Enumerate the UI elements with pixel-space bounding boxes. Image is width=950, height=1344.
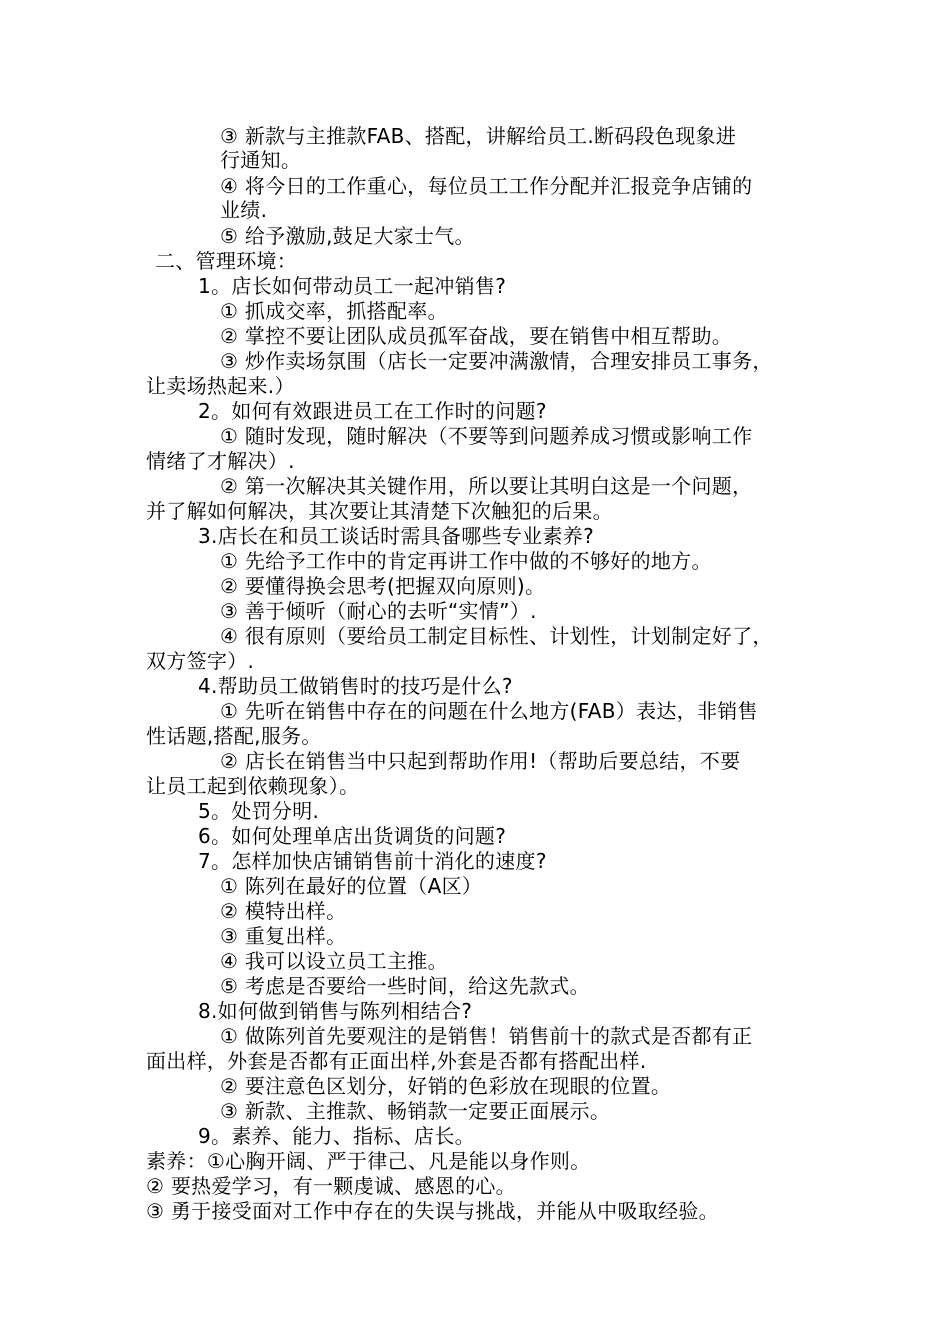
text-line: ② 模特出样。 <box>220 899 347 923</box>
question-heading: 2。如何有效跟进员工在工作时的问题? <box>198 399 547 423</box>
text-line: ② 掌控不要让团队成员孤军奋战，要在销售中相互帮助。 <box>220 324 733 348</box>
text-line: ② 要懂得换会思考(把握双向原则)。 <box>220 574 546 598</box>
text-line: ② 第一次解决其关键作用，所以要让其明白这是一个问题， <box>220 474 753 498</box>
question-heading: 4.帮助员工做销售时的技巧是什么? <box>198 674 513 698</box>
text-line: 业绩. <box>220 198 268 222</box>
text-line: ③ 善于倾听（耐心的去听“实情”）. <box>220 599 537 623</box>
text-line: ② 要注意色区划分，好销的色彩放在现眼的位置。 <box>220 1074 672 1098</box>
text-line: 让卖场热起来.） <box>146 374 295 398</box>
question-heading: 7。怎样加快店铺销售前十消化的速度? <box>198 849 547 873</box>
text-line: ① 抓成交率，抓搭配率。 <box>220 299 448 323</box>
question-heading: 9。素养、能力、指标、店长。 <box>198 1124 475 1148</box>
text-line: ① 随时发现，随时解决（不要等到问题养成习惯或影响工作 <box>220 424 753 448</box>
question-heading: 3.店长在和员工谈话时需具备哪些专业素养? <box>198 524 594 548</box>
text-line: ① 先听在销售中存在的问题在什么地方(FAB）表达，非销售 <box>220 699 758 723</box>
text-line: 并了解如何解决，其次要让其清楚下次触犯的后果。 <box>146 499 613 523</box>
text-line: ③ 新款与主推款FAB、搭配，讲解给员工.断码段色现象进 <box>220 124 737 148</box>
text-line: 行通知。 <box>220 148 302 172</box>
text-line: ② 要热爱学习，有一颗虔诚、感恩的心。 <box>146 1174 516 1198</box>
text-line: ③ 勇于接受面对工作中存在的失误与挑战，并能从中吸取经验。 <box>146 1199 719 1223</box>
text-line: ③ 新款、主推款、畅销款一定要正面展示。 <box>220 1099 611 1123</box>
text-line: ① 先给予工作中的肯定再讲工作中做的不够好的地方。 <box>220 549 712 573</box>
text-line: ⑤ 给予激励,鼓足大家士气。 <box>220 224 475 248</box>
text-line: ④ 将今日的工作重心，每位员工工作分配并汇报竞争店铺的 <box>220 174 753 198</box>
text-line: ② 店长在销售当中只起到帮助作用!（帮助后要总结，不要 <box>220 749 741 773</box>
text-line: ① 做陈列首先要观注的是销售！销售前十的款式是否都有正 <box>220 1024 753 1048</box>
text-line: 性话题,搭配,服务。 <box>146 724 322 748</box>
text-line: 素养：①心胸开阔、严于律己、凡是能以身作则。 <box>146 1149 591 1173</box>
section-heading: 二、管理环境： <box>155 249 298 273</box>
question-heading: 5。处罚分明. <box>198 799 320 823</box>
text-line: 让员工起到依赖现象）。 <box>146 774 360 798</box>
question-heading: 6。如何处理单店出货调货的问题? <box>198 824 507 848</box>
text-line: 面出样，外套是否都有正面出样,外套是否都有搭配出样. <box>146 1049 647 1073</box>
question-heading: 1。店长如何带动员工一起冲销售? <box>198 274 507 298</box>
text-line: ③ 炒作卖场氛围（店长一定要冲满激情，合理安排员工事务， <box>220 349 773 373</box>
text-line: ③ 重复出样。 <box>220 924 347 948</box>
text-line: ④ 我可以设立员工主推。 <box>220 949 448 973</box>
text-line: 情绪了才解决）. <box>146 449 295 473</box>
question-heading: 8.如何做到销售与陈列相结合? <box>198 999 473 1023</box>
text-line: ④ 很有原则（要给员工制定目标性、计划性，计划制定好了， <box>220 624 773 648</box>
text-line: ⑤ 考虑是否要给一些时间，给这先款式。 <box>220 974 590 998</box>
text-line: ① 陈列在最好的位置（A区） <box>220 874 483 898</box>
text-line: 双方签字）. <box>146 649 255 673</box>
